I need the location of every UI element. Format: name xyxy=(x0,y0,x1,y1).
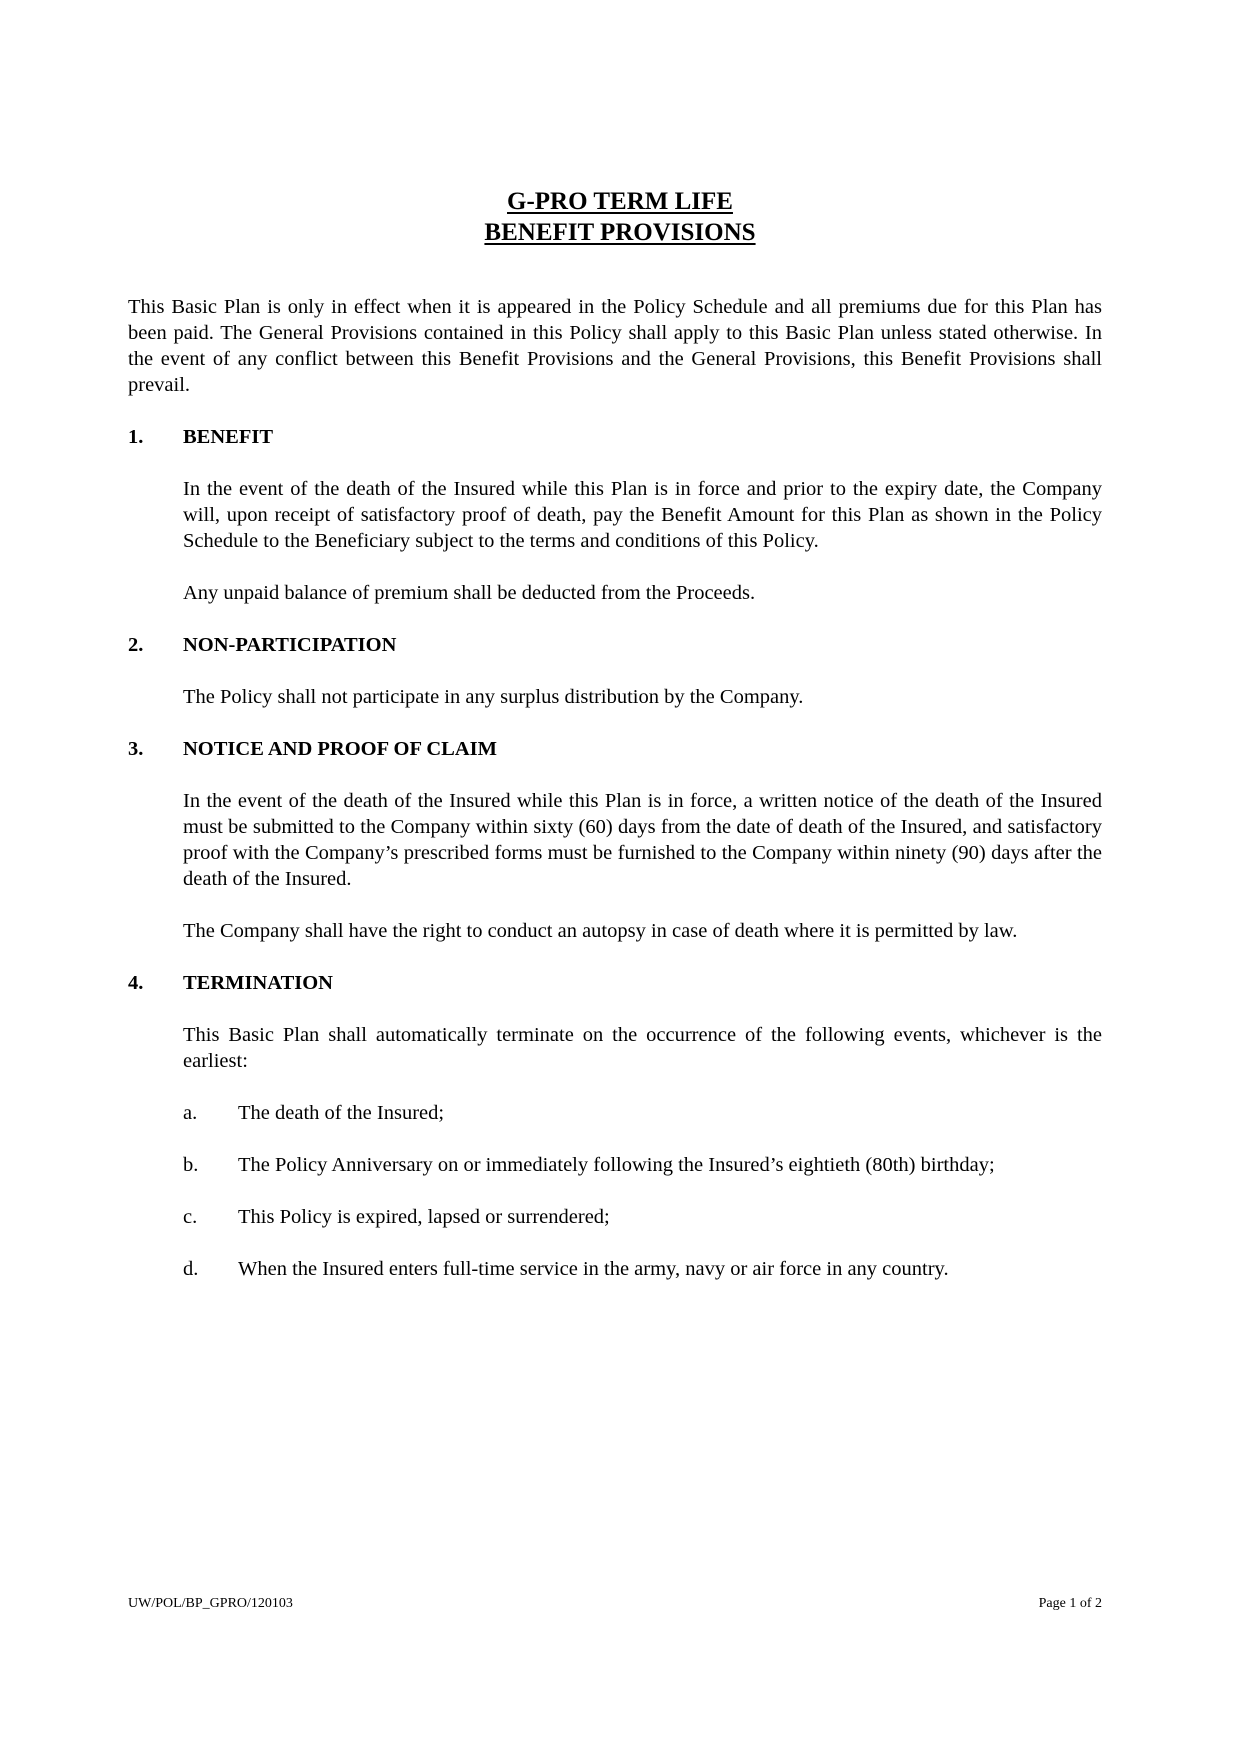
termination-item xyxy=(183,1152,1102,1178)
termination-item xyxy=(183,1204,1102,1230)
document-body xyxy=(128,294,1102,1308)
section-number: 3. xyxy=(128,738,144,760)
section-paragraph: The Company shall have the right to conduct an autopsy in case of death where it is permitted by law. xyxy=(183,920,1018,942)
item-text: When the Insured enters full-time service in the army, navy or air force in any country. xyxy=(238,1258,949,1280)
section-heading-notice-and-proof xyxy=(128,736,1102,762)
section-paragraph: This Basic Plan shall automatically terminate on the occurrence of the following events, whichever is the earliest: xyxy=(183,1024,1102,1072)
item-letter: b. xyxy=(183,1154,199,1176)
section-paragraph: The Policy shall not participate in any surplus distribution by the Company. xyxy=(183,686,804,708)
title-line-2: BENEFIT PROVISIONS xyxy=(484,219,756,246)
item-letter: d. xyxy=(183,1258,199,1280)
section-paragraph: In the event of the death of the Insured while this Plan is in force and prior to the expiry date, the Company will, upon receipt of satisfactory proof of death, pay the Benefit Amount for this Plan as shown in the Policy Schedule to the Beneficiary subject to the terms and conditions of this Policy. xyxy=(183,478,1102,552)
section-number: 1. xyxy=(128,426,144,448)
document-code: UW/POL/BP_GPRO/120103 xyxy=(128,1596,293,1611)
page-number: Page 1 of 2 xyxy=(1038,1596,1102,1611)
section-paragraph: Any unpaid balance of premium shall be deducted from the Proceeds. xyxy=(183,582,756,604)
section-title: NOTICE AND PROOF OF CLAIM xyxy=(183,738,497,760)
item-text: This Policy is expired, lapsed or surrendered; xyxy=(238,1206,610,1228)
section-heading-termination xyxy=(128,970,1102,996)
title-line-1: G-PRO TERM LIFE xyxy=(507,188,733,215)
section-title: TERMINATION xyxy=(183,972,333,994)
item-text: The death of the Insured; xyxy=(238,1102,445,1124)
item-letter: a. xyxy=(183,1102,198,1124)
section-number: 4. xyxy=(128,972,144,994)
section-title: BENEFIT xyxy=(183,426,273,448)
section-number: 2. xyxy=(128,634,144,656)
termination-item xyxy=(183,1256,1102,1282)
termination-item xyxy=(183,1100,1102,1126)
intro-paragraph: This Basic Plan is only in effect when it is appeared in the Policy Schedule and all premiums due for this Plan has been paid. The General Provisions contained in this Policy shall apply to this Basic Plan unless stated otherwise. In the event of any conflict between this Benefit Provisions and the General Provisions, this Benefit Provisions shall prevail. xyxy=(128,296,1102,396)
page-footer xyxy=(128,1595,1102,1613)
section-heading-non-participation xyxy=(128,632,1102,658)
item-letter: c. xyxy=(183,1206,198,1228)
section-title: NON-PARTICIPATION xyxy=(183,634,397,656)
item-text: The Policy Anniversary on or immediately following the Insured’s eightieth (80th) birthday; xyxy=(238,1154,995,1176)
section-paragraph: In the event of the death of the Insured while this Plan is in force, a written notice of the death of the Insured must be submitted to the Company within sixty (60) days from the date of death of the Insured, and satisfactory proof with the Company’s prescribed forms must be furnished to the Company within ninety (90) days after the death of the Insured. xyxy=(183,790,1102,890)
section-heading-benefit xyxy=(128,424,1102,450)
document-title xyxy=(0,186,1240,248)
